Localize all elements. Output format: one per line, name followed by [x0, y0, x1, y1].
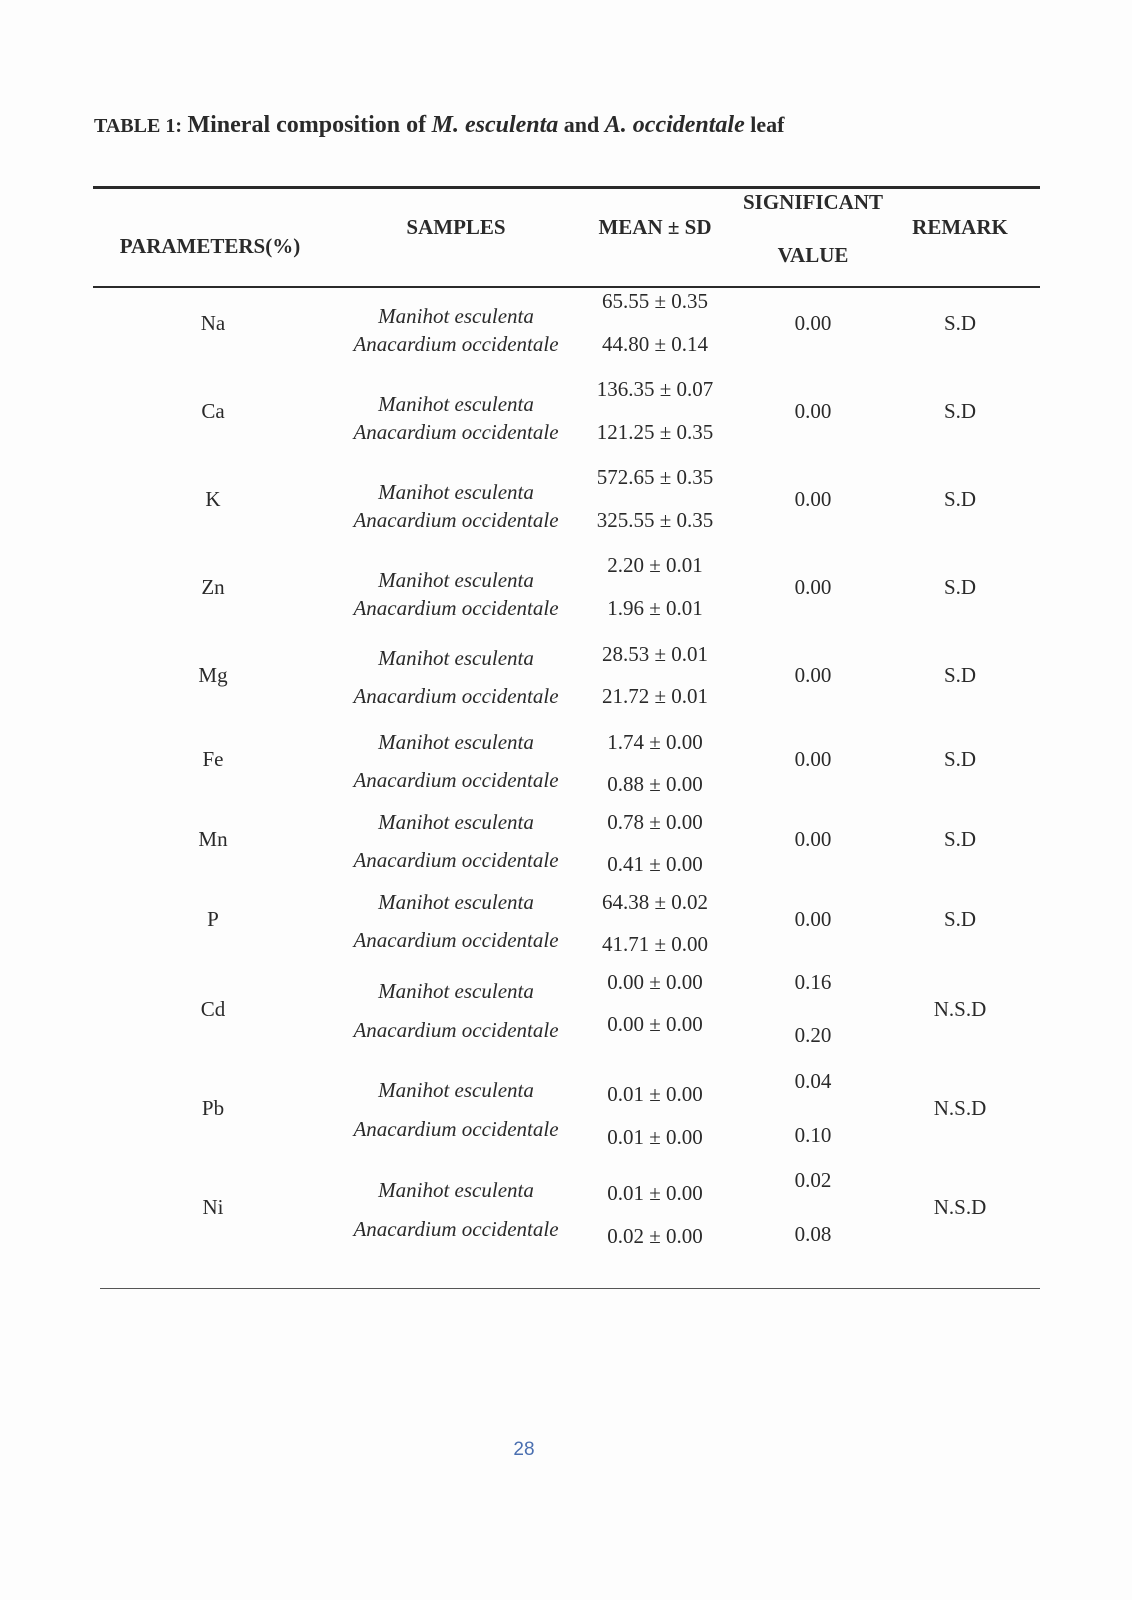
header-parameters: PARAMETERS(%) [119, 234, 301, 258]
remark-cell: S.D [943, 907, 977, 931]
parameter-cell: Na [200, 311, 226, 335]
parameter-cell: Ni [202, 1195, 224, 1219]
mean-sd-cell: 0.00 ± 0.00 [607, 970, 703, 994]
sample-cell-manihot: Manihot esculenta [378, 568, 534, 592]
table-header-rule [93, 286, 1040, 288]
header-samples: SAMPLES [406, 215, 506, 239]
significant-value-cell: 0.10 [794, 1123, 832, 1147]
sample-cell-anacardium: Anacardium occidentale [353, 684, 559, 708]
mean-sd-cell: 0.01 ± 0.00 [607, 1181, 703, 1205]
sample-cell-manihot: Manihot esculenta [378, 979, 534, 1003]
mean-sd-cell: 0.02 ± 0.00 [607, 1224, 703, 1248]
sample-cell-anacardium: Anacardium occidentale [353, 768, 559, 792]
mean-sd-cell: 0.01 ± 0.00 [607, 1125, 703, 1149]
significant-value-cell: 0.20 [794, 1023, 832, 1047]
parameter-cell: Zn [201, 575, 225, 599]
sample-cell-anacardium: Anacardium occidentale [353, 420, 559, 444]
header-significant: SIGNIFICANT [742, 190, 884, 214]
header-remark: REMARK [912, 215, 1008, 239]
header-mean-sd: MEAN ± SD [598, 215, 712, 239]
table-bottom-rule [100, 1288, 1040, 1289]
page-number: 28 [513, 1439, 535, 1460]
mean-sd-cell: 325.55 ± 0.35 [596, 508, 714, 532]
header-value: VALUE [777, 243, 849, 267]
mean-sd-cell: 41.71 ± 0.00 [601, 932, 709, 956]
sample-cell-anacardium: Anacardium occidentale [353, 1117, 559, 1141]
mean-sd-cell: 572.65 ± 0.35 [596, 465, 714, 489]
caption-species-2: A. occidentale [604, 112, 745, 138]
mean-sd-cell: 1.74 ± 0.00 [607, 730, 703, 754]
mean-sd-cell: 1.96 ± 0.01 [607, 596, 703, 620]
sample-cell-anacardium: Anacardium occidentale [353, 1217, 559, 1241]
parameter-cell: Fe [202, 747, 224, 771]
parameter-cell: Mn [198, 827, 228, 851]
significant-value-cell: 0.00 [794, 747, 832, 771]
significant-value-cell: 0.00 [794, 487, 832, 511]
mean-sd-cell: 121.25 ± 0.35 [596, 420, 714, 444]
mean-sd-cell: 21.72 ± 0.01 [601, 684, 709, 708]
parameter-cell: Mg [198, 663, 228, 687]
sample-cell-anacardium: Anacardium occidentale [353, 928, 559, 952]
significant-value-cell: 0.00 [794, 575, 832, 599]
mean-sd-cell: 28.53 ± 0.01 [601, 642, 709, 666]
sample-cell-manihot: Manihot esculenta [378, 1178, 534, 1202]
mean-sd-cell: 0.01 ± 0.00 [607, 1082, 703, 1106]
sample-cell-manihot: Manihot esculenta [378, 392, 534, 416]
sample-cell-anacardium: Anacardium occidentale [353, 1018, 559, 1042]
sample-cell-anacardium: Anacardium occidentale [353, 508, 559, 532]
remark-cell: S.D [943, 747, 977, 771]
mean-sd-cell: 136.35 ± 0.07 [596, 377, 714, 401]
remark-cell: N.S.D [933, 997, 987, 1021]
mean-sd-cell: 0.78 ± 0.00 [607, 810, 703, 834]
caption-text: Mineral composition of [187, 112, 427, 138]
mean-sd-cell: 65.55 ± 0.35 [601, 289, 709, 313]
mean-sd-cell: 2.20 ± 0.01 [607, 553, 703, 577]
significant-value-cell: 0.08 [794, 1222, 832, 1246]
sample-cell-anacardium: Anacardium occidentale [353, 332, 559, 356]
significant-value-cell: 0.00 [794, 827, 832, 851]
remark-cell: S.D [943, 827, 977, 851]
significant-value-cell: 0.02 [794, 1168, 832, 1192]
remark-cell: S.D [943, 575, 977, 599]
sample-cell-manihot: Manihot esculenta [378, 890, 534, 914]
sample-cell-manihot: Manihot esculenta [378, 304, 534, 328]
mean-sd-cell: 0.88 ± 0.00 [607, 772, 703, 796]
sample-cell-manihot: Manihot esculenta [378, 810, 534, 834]
mean-sd-cell: 44.80 ± 0.14 [601, 332, 709, 356]
parameter-cell: Ca [201, 399, 225, 423]
remark-cell: S.D [943, 487, 977, 511]
remark-cell: S.D [943, 311, 977, 335]
parameter-cell: P [207, 907, 219, 931]
sample-cell-anacardium: Anacardium occidentale [353, 596, 559, 620]
remark-cell: N.S.D [933, 1096, 987, 1120]
table-caption [94, 112, 784, 139]
remark-cell: S.D [943, 663, 977, 687]
caption-species-1: M. esculenta [431, 112, 559, 138]
sample-cell-manihot: Manihot esculenta [378, 1078, 534, 1102]
sample-cell-anacardium: Anacardium occidentale [353, 848, 559, 872]
parameter-cell: Cd [200, 997, 226, 1021]
mean-sd-cell: 0.41 ± 0.00 [607, 852, 703, 876]
significant-value-cell: 0.00 [794, 907, 832, 931]
caption-and: and [563, 112, 600, 137]
significant-value-cell: 0.00 [794, 399, 832, 423]
parameter-cell: K [205, 487, 221, 511]
mean-sd-cell: 64.38 ± 0.02 [601, 890, 709, 914]
table-top-rule [93, 186, 1040, 189]
remark-cell: S.D [943, 399, 977, 423]
sample-cell-manihot: Manihot esculenta [378, 730, 534, 754]
significant-value-cell: 0.00 [794, 311, 832, 335]
significant-value-cell: 0.04 [794, 1069, 832, 1093]
caption-tail: leaf [750, 112, 785, 137]
parameter-cell: Pb [201, 1096, 225, 1120]
significant-value-cell: 0.16 [794, 970, 832, 994]
caption-lead: TABLE 1: [94, 115, 182, 137]
sample-cell-manihot: Manihot esculenta [378, 480, 534, 504]
remark-cell: N.S.D [933, 1195, 987, 1219]
mean-sd-cell: 0.00 ± 0.00 [607, 1012, 703, 1036]
significant-value-cell: 0.00 [794, 663, 832, 687]
sample-cell-manihot: Manihot esculenta [378, 646, 534, 670]
